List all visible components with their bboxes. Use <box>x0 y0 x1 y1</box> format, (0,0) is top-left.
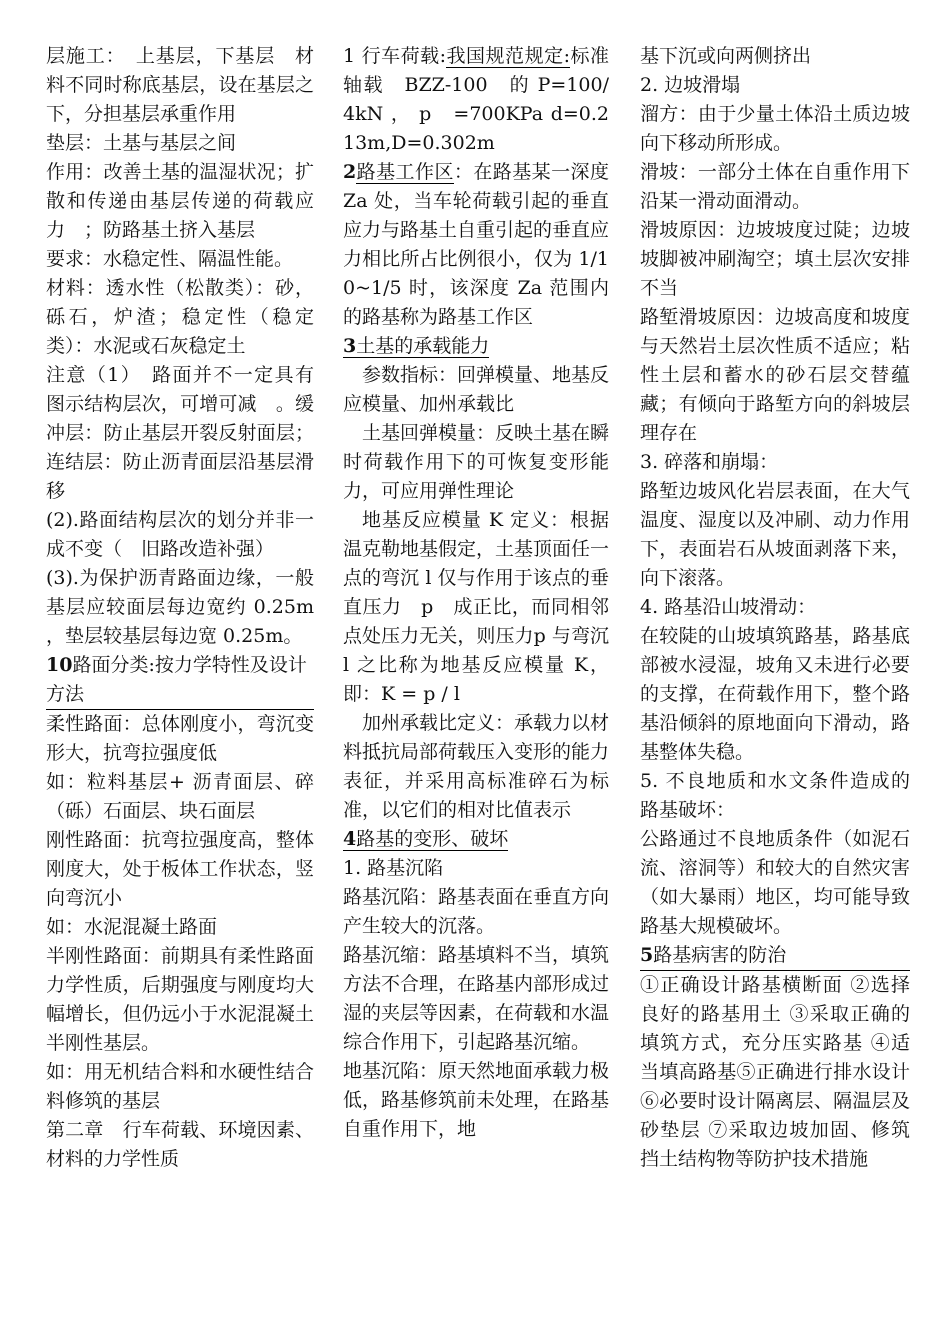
paragraph-work-zone <box>343 158 609 332</box>
paragraph-axle-load <box>343 42 609 158</box>
paragraph: 地基沉陷：原天然地面承载力极低，路基修筑前未处理，在路基自重作用下，地 <box>343 1060 610 1140</box>
paragraph: 材料：透水性（松散类）：砂，砾石，炉渣；稳定性（稳定类）：水泥或石灰稳定土 <box>46 277 314 357</box>
paragraph: 第二章 行车荷载、环境因素、材料的力学性质 <box>46 1119 314 1170</box>
paragraph: 4. 路基沿山坡滑动： <box>640 596 817 618</box>
paragraph: 2. 边坡滑塌 <box>640 74 741 96</box>
heading-text: 路基病害的防治 <box>653 944 787 966</box>
paragraph: 如：粒料基层+ 沥青面层、碎（砾）石面层、块石面层 <box>46 771 314 822</box>
paragraph: 1. 路基沉陷 <box>343 857 444 879</box>
paragraph: 在较陡的山坡填筑路基，路基底部被水浸湿，坡角又未进行必要的支撑，在荷载作用下，整个路基沿倾斜的原地面向下滑动，路基整体失稳。 <box>640 625 910 763</box>
section-heading-5 <box>640 941 910 971</box>
body-text: ：在路基某一深度 Za 处，当车轮荷载引起的垂直应力与路基土自重引起的垂直应力相比所占比例很小，仅为 1/10~1/5 时，该深度 Za 范围内的路基称为路基工作区 <box>343 161 610 328</box>
paragraph: 路堑边坡风化岩层表面，在大气温度、湿度以及冲刷、动力作用下，表面岩石从坡面剥落下来，向下滚落。 <box>640 480 910 589</box>
paragraph: 路基沉陷：路基表面在垂直方向产生较大的沉落。 <box>343 886 610 937</box>
paragraph: 如：用无机结合料和水硬性结合料修筑的基层 <box>46 1061 314 1112</box>
paragraph: 柔性路面：总体刚度小，弯沉变形大，抗弯拉强度低 <box>46 713 314 764</box>
paragraph: 土基回弹模量：反映土基在瞬时荷载作用下的可恢复变形能力，可应用弹性理论 <box>343 422 610 502</box>
body-text: 标准轴载 BZZ-100 的 P=100/4kN ， p =700KPa d=0.213m,D=0.302m <box>343 45 609 154</box>
paragraph-prevention-list: ①正确设计路基横断面 ②选择良好的路基用土 ③采取正确的填筑方式，充分压实路基 ④适当填高路基⑤正确进行排水设计⑥必要时设计隔离层、隔温层及砂垫层 ⑦采取边坡加固、修筑挡土结构物等防护技术措施 <box>640 974 910 1170</box>
heading-text: 路面分类:按力学特性及设计方法 <box>46 654 307 705</box>
heading-number: 4 <box>343 828 357 850</box>
paragraph: 溜方：由于少量土体沿土质边坡向下移动所形成。 <box>640 103 910 154</box>
paragraph: 公路通过不良地质条件（如泥石流、溶洞等）和较大的自然灾害（如大暴雨）地区，均可能导致路基大规模破坏。 <box>640 828 910 937</box>
paragraph: 3. 碎落和崩塌： <box>640 451 779 473</box>
paragraph: 路堑滑坡原因：边坡高度和坡度与天然岩土层次性质不适应；粘性土层和蓄水的砂石层交替蕴藏；有倾向于路堑方向的斜坡层理存在 <box>640 306 910 444</box>
underlined-text: 我国规范规定: <box>446 45 570 67</box>
paragraph: 注意（1） 路面并不一定具有图示结构层次，可增可减 。缓冲层：防止基层开裂反射面层；连结层：防止沥青面层沿基层滑移 <box>46 364 314 502</box>
paragraph: 如：水泥混凝土路面 <box>46 916 218 938</box>
paragraph: (3).为保护沥青路面边缘，一般基层应较面层每边宽约 0.25m ，垫层较基层每边宽 0.25m。 <box>46 567 314 647</box>
underlined-heading: 路基工作区 <box>356 161 454 183</box>
paragraph: 垫层：土基与基层之间 <box>46 132 237 154</box>
section-heading-10 <box>46 651 314 710</box>
heading-text: 路基的变形、破坏 <box>356 828 509 850</box>
paragraph: 滑坡：一部分土体在自重作用下沿某一滑动面滑动。 <box>640 161 910 212</box>
heading-number: 2 <box>343 161 357 183</box>
column-1 <box>46 42 314 1174</box>
paragraph: 基下沉或向两侧挤出 <box>640 45 812 67</box>
lead-text: 1 行车荷载: <box>343 45 447 67</box>
paragraph: 半刚性路面：前期具有柔性路面力学性质，后期强度与刚度均大幅增长，但仍远小于水泥混凝土半刚性基层。 <box>46 945 314 1054</box>
heading-number: 10 <box>46 654 73 676</box>
paragraph: 路基沉缩：路基填料不当，填筑方法不合理，在路基内部形成过湿的夹层等因素，在荷载和水温综合作用下，引起路基沉缩。 <box>343 944 610 1053</box>
paragraph: 加州承载比定义：承载力以材料抵抗局部荷载压入变形的能力表征，并采用高标准碎石为标准，以它们的相对比值表示 <box>343 712 610 821</box>
paragraph: 参数指标：回弹模量、地基反应模量、加州承载比 <box>343 364 610 415</box>
paragraph: 地基反应模量 K 定义：根据温克勒地基假定，土基顶面任一点的弯沉 l 仅与作用于该点的垂直压力 p 成正比，而同相邻点处压力无关，则压力p 与弯沉 l 之比称为地基反应模量 K，即：K = p / l <box>343 509 610 705</box>
paragraph: 滑坡原因：边坡坡度过陡；边坡坡脚被冲刷淘空；填土层次安排不当 <box>640 219 910 299</box>
column-3 <box>640 42 910 1174</box>
heading-number: 5 <box>640 944 654 966</box>
column-2 <box>343 42 609 1144</box>
heading-number: 3 <box>343 335 357 357</box>
paragraph: (2).路面结构层次的划分并非一成不变（ 旧路改造补强） <box>46 509 314 560</box>
heading-text: 土基的承载能力 <box>356 335 490 357</box>
paragraph: 要求：水稳定性、隔温性能。 <box>46 248 294 270</box>
paragraph: 刚性路面：抗弯拉强度高，整体刚度大，处于板体工作状态，竖向弯沉小 <box>46 829 314 909</box>
section-heading-4 <box>343 825 609 854</box>
paragraph: 作用：改善土基的温湿状况；扩散和传递由基层传递的荷载应力 ；防路基土挤入基层 <box>46 161 314 241</box>
paragraph: 层施工： 上基层，下基层 材料不同时称底基层，设在基层之下，分担基层承重作用 <box>46 45 314 125</box>
section-heading-3 <box>343 332 609 361</box>
paragraph: 5. 不良地质和水文条件造成的路基破坏： <box>640 770 910 821</box>
